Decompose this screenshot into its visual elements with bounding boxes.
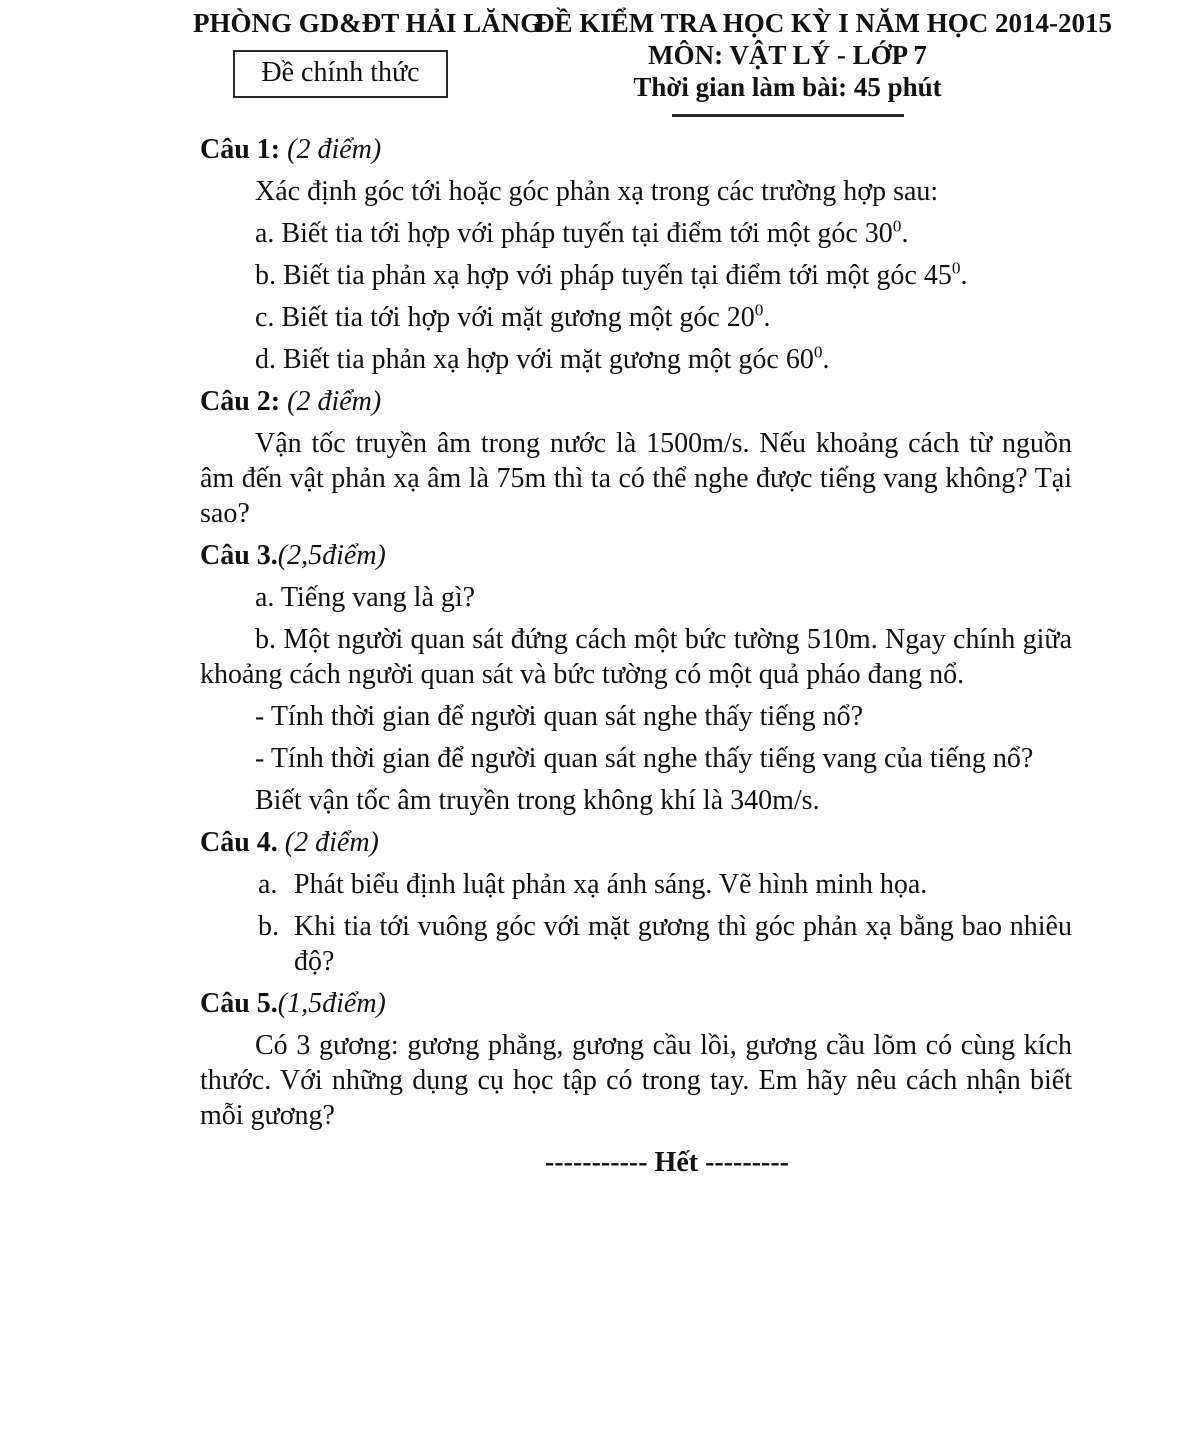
- exam-body: [200, 132, 1072, 1180]
- question-5-label: Câu 5.: [200, 988, 278, 1019]
- item-text: a. Biết tia tới hợp với pháp tuyến tại điểm tới một góc 30: [255, 218, 893, 249]
- question-1-item-d: [200, 342, 1072, 377]
- item-text: d. Biết tia phản xạ hợp với mặt gương một góc 60: [255, 344, 814, 375]
- question-1-points: (2 điểm): [280, 134, 382, 165]
- question-2-points: (2 điểm): [280, 386, 382, 417]
- exam-title: ĐỀ KIỂM TRA HỌC KỲ I NĂM HỌC 2014-2015: [535, 8, 1113, 38]
- question-4-item-a: [200, 867, 1072, 902]
- question-1-item-a: [200, 216, 1072, 251]
- question-1-intro: Xác định góc tới hoặc góc phản xạ trong các trường hợp sau:: [255, 176, 939, 207]
- item-marker: b.: [258, 911, 279, 942]
- question-4-label: Câu 4.: [200, 827, 278, 858]
- end-of-exam-marker: ----------- Hết ---------: [544, 1147, 789, 1178]
- question-1-label: Câu 1:: [200, 134, 281, 165]
- degree-superscript: 0: [892, 216, 902, 236]
- item-text: .: [763, 302, 771, 333]
- item-text: c. Biết tia tới hợp với mặt gương một góc 20: [255, 302, 755, 333]
- item-text: Khi tia tới vuông góc với mặt gương thì góc phản xạ bằng bao nhiêu độ?: [294, 911, 1072, 977]
- item-text: .: [901, 218, 909, 249]
- degree-superscript: 0: [951, 258, 961, 278]
- header-right-block: [535, 8, 1113, 117]
- question-2-label: Câu 2:: [200, 386, 281, 417]
- department-name: PHÒNG GD&ĐT HẢI LĂNG: [193, 8, 542, 38]
- question-4-points: (2 điểm): [277, 827, 379, 858]
- question-3-points: (2,5điểm): [277, 540, 386, 571]
- question-4-item-b: [200, 909, 1072, 979]
- exam-subject: MÔN: VẬT LÝ - LỚP 7: [648, 40, 927, 70]
- question-4-heading: [200, 825, 1072, 860]
- title-underline: [672, 114, 904, 117]
- question-3-heading: [200, 538, 1072, 573]
- question-1-item-b: [200, 258, 1072, 293]
- question-5-heading: [200, 986, 1072, 1021]
- item-text: .: [822, 344, 830, 375]
- degree-superscript: 0: [813, 342, 823, 362]
- question-5-points: (1,5điểm): [277, 988, 386, 1019]
- question-3-note: Biết vận tốc âm truyền trong không khí là 340m/s.: [255, 785, 820, 816]
- item-text: b. Biết tia phản xạ hợp với pháp tuyến tại điểm tới một góc 45: [255, 260, 952, 291]
- exam-duration: Thời gian làm bài: 45 phút: [633, 72, 942, 102]
- question-2-heading: [200, 384, 1072, 419]
- question-1-heading: [200, 132, 1072, 167]
- item-marker: a.: [258, 869, 278, 900]
- degree-superscript: 0: [754, 300, 764, 320]
- question-3-subtask-1: - Tính thời gian để người quan sát nghe thấy tiếng nổ?: [255, 701, 864, 732]
- question-5-body: Có 3 gương: gương phẳng, gương cầu lồi, gương cầu lõm có cùng kích thước. Với những dụng cụ học tập có trong tay. Em hãy nêu cách nhận biết mỗi gương?: [200, 1030, 1072, 1131]
- item-text: Phát biểu định luật phản xạ ánh sáng. Vẽ hình minh họa.: [294, 869, 928, 900]
- question-1-item-c: [200, 300, 1072, 335]
- official-exam-box: Đề chính thức: [233, 50, 447, 98]
- header-left-block: [193, 8, 542, 98]
- item-text: .: [960, 260, 968, 291]
- question-2-body: Vận tốc truyền âm trong nước là 1500m/s. Nếu khoảng cách từ nguồn âm đến vật phản xạ âm là 75m thì ta có thể nghe được tiếng vang không? Tại sao?: [200, 428, 1072, 529]
- question-3-subtask-2: - Tính thời gian để người quan sát nghe thấy tiếng vang của tiếng nổ?: [255, 743, 1034, 774]
- question-3-label: Câu 3.: [200, 540, 278, 571]
- question-3-item-a: a. Tiếng vang là gì?: [255, 582, 476, 613]
- question-3-item-b: b. Một người quan sát đứng cách một bức tường 510m. Ngay chính giữa khoảng cách người quan sát và bức tường có một quả pháo đang nổ.: [200, 624, 1072, 690]
